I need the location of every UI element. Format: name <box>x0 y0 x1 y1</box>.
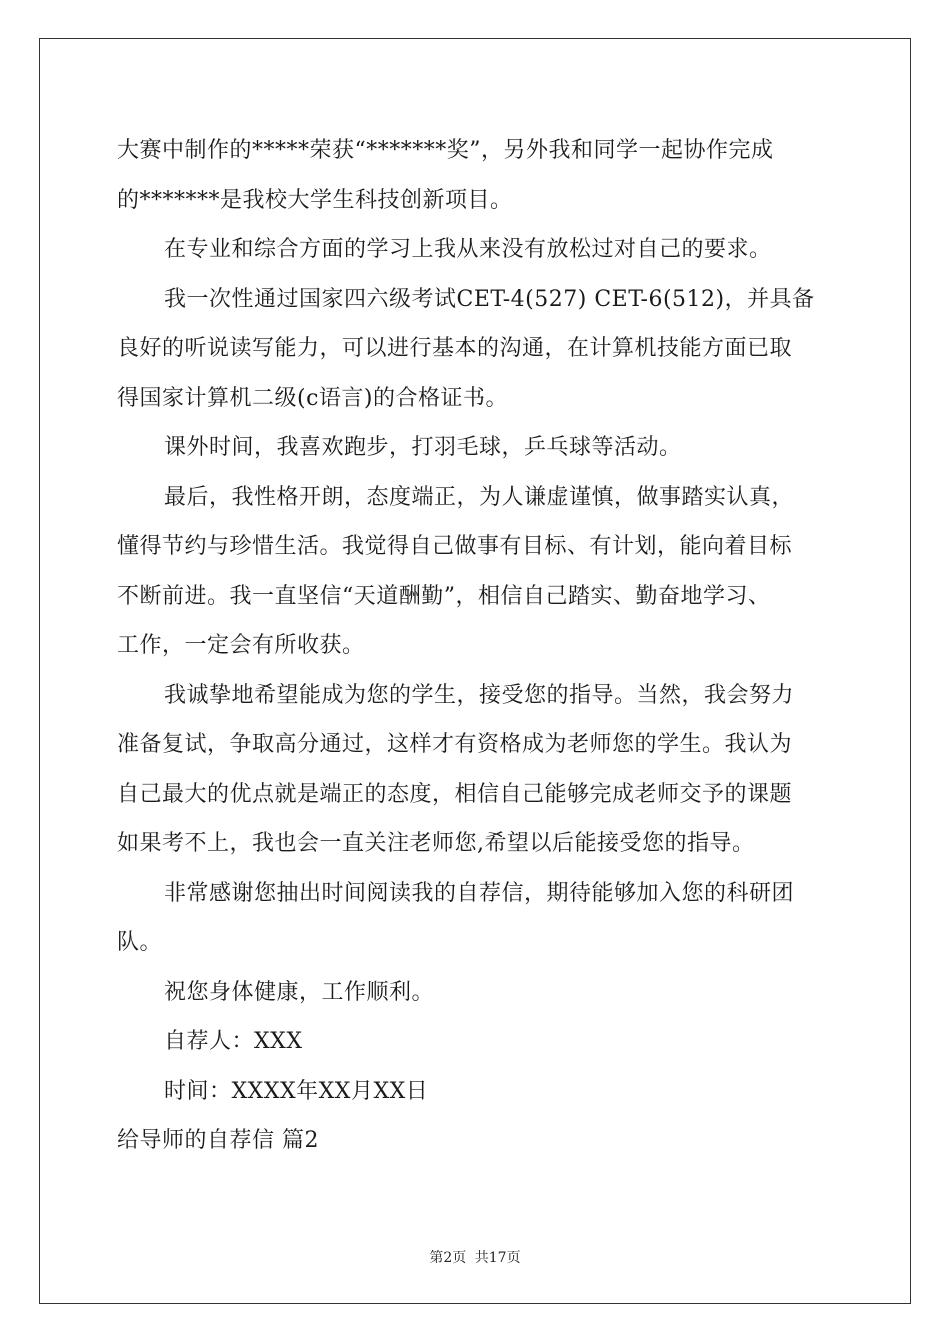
text-line: 非常感谢您抽出时间阅读我的自荐信，期待能够加入您的科研团 <box>164 880 795 906</box>
closing-greeting: 祝您身体健康，工作顺利。 <box>164 979 435 1005</box>
text-line: 准备复试，争取高分通过，这样才有资格成为老师您的学生。我认为 <box>117 732 793 757</box>
text-line: 大赛中制作的*****荣获“*******奖”，另外我和同学一起协作完成 <box>117 138 774 163</box>
page-number: 第2页 <box>429 1250 467 1266</box>
page-total: 共17页 <box>474 1250 521 1266</box>
text-line: 工作，一定会有所收获。 <box>117 633 365 658</box>
text-line: 不断前进。我一直坚信“天道酬勤”，相信自己踏实、勤奋地学习、 <box>117 583 771 609</box>
page-footer <box>0 1247 950 1267</box>
text-line: 懂得节约与珍惜生活。我觉得自己做事有目标、有计划，能向着目标 <box>117 534 793 559</box>
section-heading: 给导师的自荐信 篇2 <box>117 1128 319 1153</box>
text-line: 的*******是我校大学生科技创新项目。 <box>117 187 513 213</box>
text-line: 我一次性通过国家四六级考试CET-4(527) CET-6(512)，并具备 <box>164 286 815 312</box>
document-body <box>117 126 837 1166</box>
text-line: 最后，我性格开朗，态度端正，为人谦虚谨慎，做事踏实认真， <box>164 484 795 510</box>
text-line: 在专业和综合方面的学习上我从来没有放松过对自己的要求。 <box>164 237 772 262</box>
text-line: 得国家计算机二级(c语言)的合格证书。 <box>117 385 508 411</box>
text-line: 良好的听说读写能力，可以进行基本的沟通，在计算机技能方面已取 <box>117 336 793 361</box>
text-line: 队。 <box>117 930 163 955</box>
text-line: 我诚挚地希望能成为您的学生，接受您的指导。当然，我会努力 <box>164 682 795 708</box>
text-line: 如果考不上，我也会一直关注老师您,希望以后能接受您的指导。 <box>117 831 755 856</box>
date-line: 时间：XXXX年XX月XX日 <box>164 1078 429 1104</box>
signature-line: 自荐人：XXX <box>164 1029 303 1054</box>
text-line: 自己最大的优点就是端正的态度，相信自己能够完成老师交予的课题 <box>117 781 793 807</box>
text-line: 课外时间，我喜欢跑步，打羽毛球，乒乓球等活动。 <box>164 435 682 460</box>
